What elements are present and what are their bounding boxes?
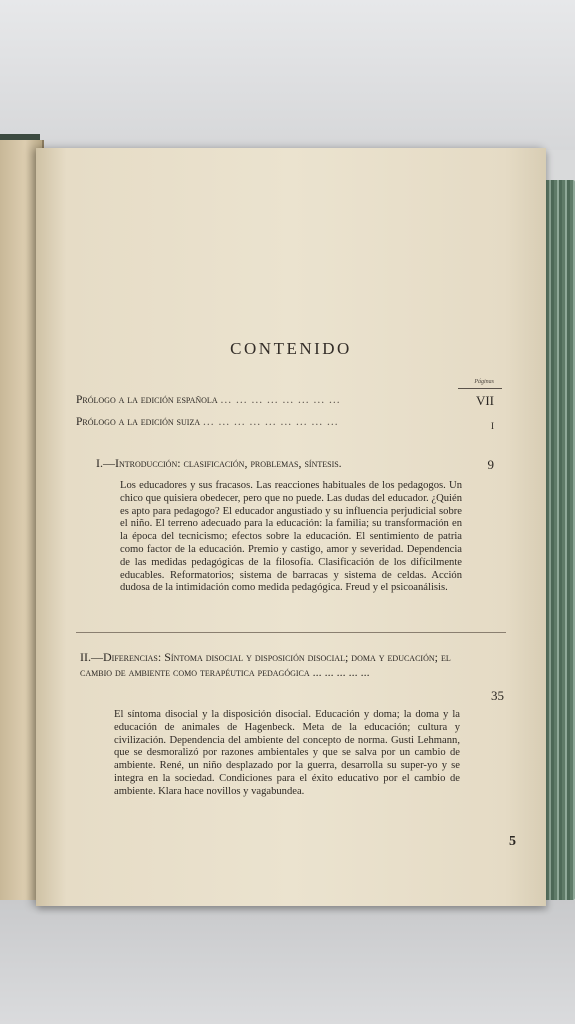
chapter-page-2: 35	[491, 688, 504, 703]
toc-entry-prologo-espanola	[76, 394, 506, 406]
background-table	[0, 900, 575, 1024]
toc-entry-prologo-suiza	[76, 416, 506, 428]
paginas-label: Páginas	[474, 379, 494, 385]
paginas-rule	[458, 388, 502, 389]
toc-entry-label: Prólogo a la edición española	[76, 394, 218, 406]
chapter-heading-2: II.—Diferencias: Síntoma disocial y disposición disocial; doma y educación; el cambio de ambiente como terapéutica pedagógica ... ... ... ... ...	[80, 650, 451, 679]
toc-leader-dots: ... ... ... ... ... ... ... ... ...	[202, 416, 339, 428]
page-title: CONTENIDO	[230, 339, 352, 358]
chapter-page-1: 9	[487, 457, 494, 472]
book-page	[36, 148, 546, 906]
chapter-summary-2: El síntoma disocial y la disposición disocial. Educación y doma; la doma y la educación de animales de Hagenbeck. Meta de la educación; cultura y civilización. Dependencia del ambiente del concepto de norma. Gusti Lehmann, que se desmoralizó por razones ambientales y que se salva por un cambio de ambiente. René, un niño desplazado por la guerra, desarrolla su super-yo y se integra en la sociedad. Condiciones para el éxito educativo por el cambio de ambiente. Klara hace novillos y vagabundea.	[114, 709, 460, 797]
toc-entry-label: Prólogo a la edición suiza	[76, 416, 201, 428]
toc-entry-page: I	[491, 421, 494, 431]
chapter-summary-1: Los educadores y sus fracasos. Las reacciones habituales de los pedagogos. Un chico que quisiera obedecer, pero que no puede. Las dudas del educador. ¿Quién es apto para pedagogo? El educador angustiado y su influencia perjudicial sobre el niño. El terreno adecuado para la educación: la familia; su transformación en la época del tecnicismo; efectos sobre la educación. El sentimiento de patria como factor de la educación. Premio y castigo, amor y severidad. Dependencia de las medidas pedagógicas de la filosofía. Clasificación de los difícilmente educables. Reformatorios; sistema de barracas y sistema de celdas. Acción dudosa de la intimidación como medida pedagógica. Freud y el psicoanálisis.	[120, 480, 462, 594]
chapter-heading-1: I.—Introducción: clasificación, problemas, síntesis.	[96, 456, 342, 470]
separator-rule	[76, 632, 506, 633]
toc-leader-dots: ... ... ... ... ... ... ... ...	[220, 394, 341, 406]
toc-entry-page: VII	[475, 393, 494, 408]
background-wall	[0, 0, 575, 150]
page-number: 5	[509, 834, 516, 849]
